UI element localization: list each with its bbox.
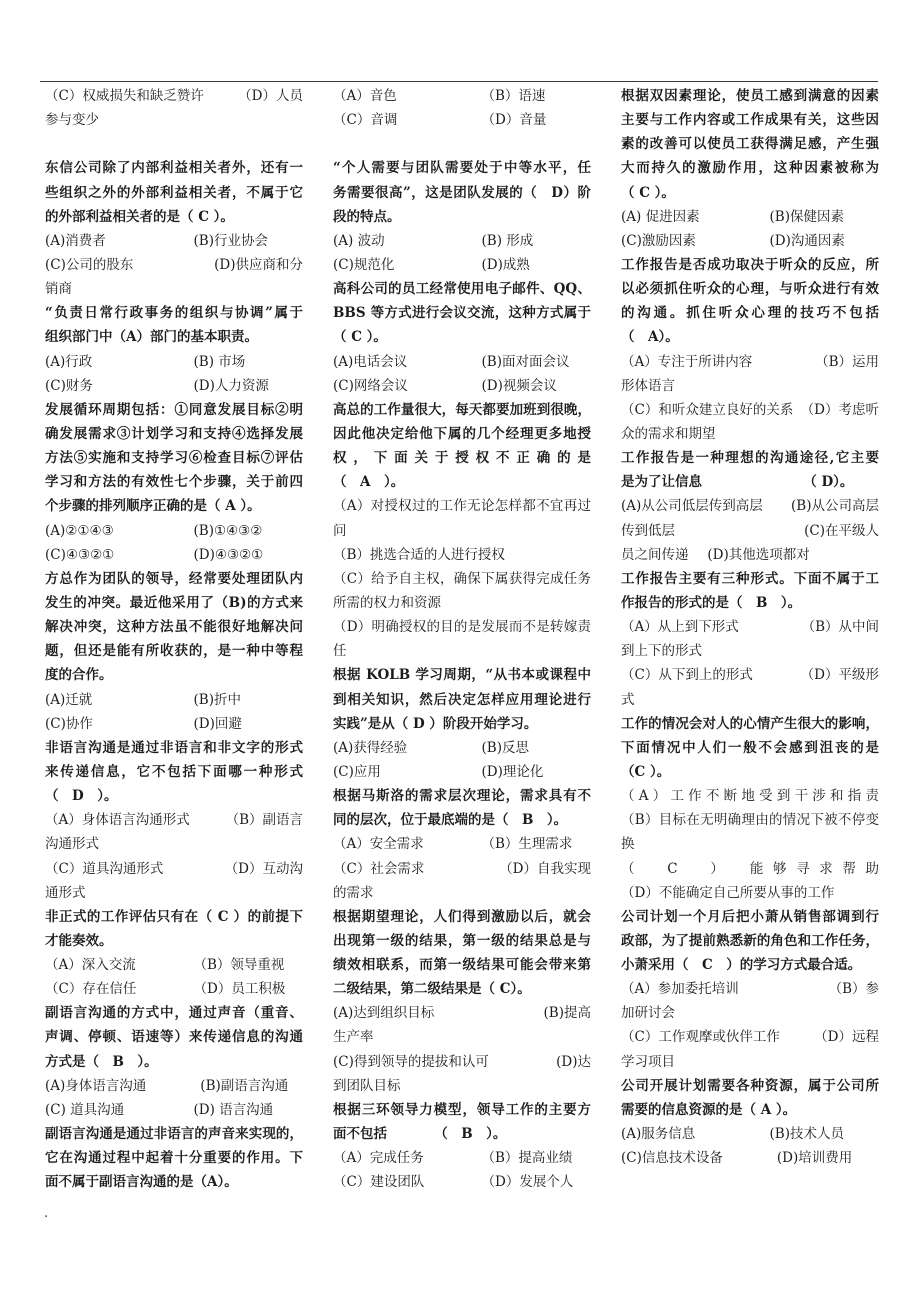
question [333,277,591,398]
question-stem-line: 非语言沟通是通过非语言和非文字的形式 [45,739,303,756]
question-column-middle [333,84,591,1284]
option-text: （D）互动沟 [224,860,303,877]
option-row [333,832,591,856]
question-stem-line: 务需要很高”，这是团队发展的（ D）阶 [333,184,591,201]
option-line: 换 [621,836,635,853]
option-row [621,494,879,518]
option-text: （A）参加委托培训 [621,981,739,998]
question-stem-line: 素的改善可以使员工获得满足感，产生强 [621,136,879,153]
question-stem-line: 绩效相联系，而第一级结果可能会带来第 [333,957,591,974]
option-row [333,229,591,253]
option-text: （A）专注于所讲内容 [621,353,753,370]
question-stem-line: （ A）。 [621,329,679,346]
question-stem-line: 根据期望理论，人们得到激励以后，就会 [333,908,591,925]
option-text: （D）员工积极 [193,981,286,998]
option-row [333,1050,591,1074]
question [621,84,879,253]
question-stem-line: 作报告的形式的是（ B ）。 [621,594,802,611]
option-row [45,1098,303,1122]
option-row [333,736,591,760]
option-text: （D）音量 [481,112,547,129]
question [45,398,303,567]
question-stem-line: 高科公司的员工经常使用电子邮件、QQ、 [333,281,591,298]
option-text: (C)财务 [45,377,93,394]
option-line: 的需求 [333,884,374,901]
spacer-line [333,132,591,156]
question-stem-line: 根据双因素理论，使员工感到满意的因素 [621,88,879,104]
question-stem-line: 高总的工作量很大，每天都要加班到很晚， [333,401,591,418]
option-text: (A)身体语言沟通 [45,1077,147,1094]
question-stem-line: 段的特点。 [333,208,401,225]
question-stem-line: 工作报告主要有三种形式。下面不属于工 [621,570,879,587]
question-stem-line: （ C ）。 [333,329,387,346]
option-row [333,84,591,108]
option-row [333,760,591,784]
option-text: （B）语速 [481,88,546,104]
question-stem-line: 政部，为了提前熟悉新的角色和工作任务， [621,932,879,949]
option-text: (C)信息技术设备 [621,1150,723,1167]
option-row [45,688,303,712]
question-stem-line: 根据三环领导力模型，领导工作的主要方 [333,1101,591,1118]
option-text: （D）发展个人 [481,1174,574,1191]
option-row [333,350,591,374]
option-text: （B）运用 [815,353,879,370]
option-text: （A）音色 [333,88,397,104]
question-stem-line: 根据马斯洛的需求层次理论，需求具有不 [333,788,591,805]
question-stem-line: “负责日常行政事务的组织与协调”属于 [45,305,303,322]
question [333,84,591,156]
option-text: (B)从公司高层 [791,498,879,515]
option-line: 加研讨会 [621,1005,675,1022]
option-text: (A)迁就 [45,691,93,708]
option-text: (D)供应商和分 [214,256,303,273]
option-text: (C)协作 [45,715,93,732]
option-row [621,398,879,422]
option-line: （C）给予自主权，确保下属获得完成任务 [333,570,591,587]
question [333,398,591,664]
question-stem-line: 方式是（ B ）。 [45,1053,158,1070]
question-stem-line: 到相关知识，然后决定怎样应用理论进行 [333,691,591,708]
option-line: （D）不能确定自己所要从事的工作 [621,884,835,901]
option-text: 员之间传递 [621,546,689,563]
option-text: (C)在平级人 [804,522,879,539]
option-text: (C)规范化 [333,256,395,273]
option-text: (A)电话会议 [333,353,408,370]
option-text: (B)保健因素 [769,208,844,225]
option-row [621,519,879,543]
question-stem-line: （ C ）。 [621,184,675,201]
question [621,253,879,446]
option-text: （B）提高业绩 [481,1150,573,1167]
option-row [45,253,303,277]
question-stem-line: 主要与工作内容或工作成果有关，这些因 [621,112,879,129]
question-stem-line: 方总作为团队的领导，经常要处理团队内 [45,570,303,587]
question-stem-line: 东信公司除了内部利益相关者外，还有一 [45,160,303,177]
question [45,567,303,736]
option-line: 通形式 [45,884,86,901]
option-row [45,712,303,736]
option-text: (B)面对面会议 [481,353,570,370]
option-text: (C) 道具沟通 [45,1101,125,1118]
question-stem-line: 根据 KOLB 学习周期，“从书本或课程中 [333,667,591,684]
option-text: (A)②①④③ [45,522,114,539]
option-line: 到团队目标 [333,1077,401,1094]
option-text: (B)技术人员 [769,1126,844,1143]
option-text: (B) 市场 [193,353,246,370]
option-text: (D)培训费用 [776,1150,853,1167]
option-text: (C)网络会议 [333,377,408,394]
option-text: （A）安全需求 [333,836,424,853]
option-text: （C）音调 [333,112,398,129]
option-row [621,1025,879,1049]
option-text: （C）工作观摩或伙伴工作 [621,1029,780,1046]
question-stem-line: 出现第一级的结果，第一级的结果总是与 [333,932,591,949]
header-rule [40,81,878,82]
option-line: 问 [333,522,347,539]
option-text: (B)折中 [193,691,241,708]
option-row [621,205,879,229]
question-stem-line: 副语言沟通是通过非语言的声音来实现的， [45,1126,303,1143]
option-text: （B）参 [828,981,879,998]
option-row [333,857,591,881]
option-text: （C）社会需求 [333,860,425,877]
question [621,446,879,567]
question-stem-line: 解决冲突，这种方法虽不能很好地解决问 [45,619,303,636]
question-stem-line: 同的层次，位于最底端的是（ B ）。 [333,812,568,829]
option-row [45,374,303,398]
question-stem-line: 确发展需求③计划学习和支持④选择发展 [45,425,303,442]
option-line: 任 [333,643,347,660]
option-text: (C)④③②① [45,546,115,563]
option-row [45,519,303,543]
question [45,736,303,905]
question [333,905,591,1098]
option-row [333,1170,591,1194]
question-stem-line: （C ）。 [621,763,671,780]
question-stem-line: 以必须抓住听众的心理，与听众进行有效 [621,281,879,298]
option-text: (B)副语言沟通 [200,1077,289,1094]
question-stem-line: 需要的信息资源的是（ A ）。 [621,1101,797,1118]
question-stem-line: 公司计划一个月后把小萧从销售部调到行 [621,908,879,925]
option-line: （A）对授权过的工作无论怎样都不宜再过 [333,498,591,515]
option-text: （C）存在信任 [45,981,137,998]
option-row [333,1146,591,1170]
question-stem-line: 因此他决定给他下属的几个经理更多地授 [333,425,591,442]
option-text: （B）副语言 [225,812,303,829]
option-text: （D）考虑听 [800,401,879,418]
question [333,156,591,277]
question-stem-line: BBS 等方式进行会议交流，这种方式属于 [333,305,591,322]
option-text: (C)公司的股东 [45,256,134,273]
option-text: （C）道具沟通形式 [45,860,164,877]
question-stem-line: 工作的情况会对人的心情产生很大的影响， [621,715,879,732]
question-stem-line: 小萧采用（ C ）的学习方式最合适。 [621,957,862,974]
question-stem-line: 方法⑤实施和支持学习⑥检查目标⑦评估 [45,450,303,467]
question [333,1098,591,1195]
option-text: (D)达 [556,1053,591,1070]
option-text: (D)理论化 [481,763,544,780]
option-text: (B) 形成 [481,232,534,249]
option-text: (C)应用 [333,763,381,780]
option-row [621,615,879,639]
option-text: (C)激励因素 [621,232,696,249]
question-stem-line: 题，但还是能有所收获的，是一种中等程 [45,643,303,660]
option-line: 学习项目 [621,1053,675,1070]
option-text: （A）深入交流 [45,957,136,974]
question-stem-line: 个步骤的排列顺序正确的是（ A ）。 [45,498,261,515]
question [45,156,303,301]
option-row [45,953,303,977]
option-row [621,663,879,687]
option-text: （B）生理需求 [481,836,573,853]
option-text: (B)反思 [481,739,529,756]
option-row [45,543,303,567]
question [621,712,879,905]
option-line: （B）挑选合适的人进行授权 [333,546,505,563]
question-stem-line: 二级结果，第二级结果是（ C）。 [333,981,531,998]
option-row [45,1074,303,1098]
option-line: 形体语言 [621,377,675,394]
option-text: （C）和听众建立良好的关系 [621,401,794,418]
question [45,301,303,398]
question-stem-line: 的沟通。抓住听众心理的技巧不包括 [621,305,879,322]
option-text: （A）从上到下形式 [621,619,739,636]
option-text: (A)获得经验 [333,739,408,756]
option-text: (A)行政 [45,353,93,370]
option-text: （A）身体语言沟通形式 [45,812,190,829]
option-row [45,229,303,253]
option-text: (A)消费者 [45,232,106,249]
option-row [621,350,879,374]
option-text: (D)其他选项都对 [707,546,810,563]
option-row [45,350,303,374]
question-stem-line: 副语言沟通的方式中，通过声音（重音、 [45,1005,303,1022]
option-text: （C）从下到上的形式 [621,667,753,684]
option-row [45,808,303,832]
question-stem-line: 度的合作。 [45,667,113,684]
option-text: （C）权威损失和缺乏赞许 [45,88,204,104]
option-row [45,857,303,881]
option-text: （B）领导重视 [193,957,285,974]
option-text: (C)得到领导的提拔和认可 [333,1053,489,1070]
option-line: 众的需求和期望 [621,425,716,442]
option-line: 销商 [45,281,72,298]
question-stem-line: 下面情况中人们一般不会感到沮丧的是 [621,739,879,756]
option-row [621,1122,879,1146]
question-stem-line: 学习和方法的有效性七个步骤，关于前四 [45,474,303,491]
option-line: （A）工作不断地受到干涉和指责 [621,788,879,805]
option-line: 参与变少 [45,112,99,129]
question [45,1001,303,1122]
option-text: 传到低层 [621,522,675,539]
question-stem-line: 些组织之外的外部利益相关者，不属于它 [45,184,303,201]
question-column-right [621,84,879,1284]
option-row [333,108,591,132]
question-stem-line: 是为了让信息 （ D）。 [621,474,854,491]
option-text: (D)回避 [193,715,242,732]
question-stem-line: 公司开展计划需要各种资源，属于公司所 [621,1077,879,1094]
option-line: 所需的权力和资源 [333,594,441,611]
question-stem-line: 发生的冲突。最近他采用了（B)的方式来 [45,594,303,611]
question-stem-line: 它在沟通过程中起着十分重要的作用。下 [45,1150,303,1167]
option-text: (D)成熟 [481,256,530,273]
option-row [621,229,879,253]
option-row [621,977,879,1001]
spacer-line [45,132,303,156]
option-text: (A)服务信息 [621,1126,696,1143]
option-row [333,374,591,398]
option-row [621,1146,879,1170]
option-text: （A）完成任务 [333,1150,424,1167]
question-stem-line: 非正式的工作评估只有在（ C ）的前提下 [45,908,303,925]
option-row [45,977,303,1001]
option-line: （ C ） 能够寻求帮助 [621,860,879,877]
question [45,84,303,156]
question-column-left [45,84,303,1284]
option-line: （B）目标在无明确理由的情况下被不停变 [621,812,879,829]
option-line: 生产率 [333,1029,374,1046]
question [621,905,879,1074]
question-stem-line: 工作报告是否成功取决于听众的反应，所 [621,256,879,273]
option-text: (A) 波动 [333,232,385,249]
option-row [45,84,303,108]
question-stem-line: （ A ）。 [333,474,405,491]
question-stem-line: 实践”是从（ D ）阶段开始学习。 [333,715,538,732]
question [621,1074,879,1171]
option-text: （D）平级形 [800,667,879,684]
option-row [333,1001,591,1025]
option-line: 式 [621,691,635,708]
option-line: 到上下的形式 [621,643,702,660]
question-stem-line: 才能奏效。 [45,932,113,949]
option-text: (B)①④③② [193,522,263,539]
question-stem-line: 大而持久的激励作用，这种因素被称为 [621,160,879,177]
option-text: (D) 语言沟通 [193,1101,274,1118]
question-stem-line: 声调、停顿、语速等）来传递信息的沟通 [45,1029,303,1046]
option-line: （D）明确授权的目的是发展而不是转嫁责 [333,619,591,636]
question [45,1122,303,1194]
option-text: (B)提高 [543,1005,591,1022]
option-text: (A) 促进因素 [621,208,700,225]
question-stem-line: 组织部门中（A）部门的基本职责。 [45,329,258,346]
question-stem-line: 发展循环周期包括：①同意发展目标②明 [45,401,303,418]
option-line: 沟通形式 [45,836,99,853]
question-stem-line: 面不包括 （ B ）。 [333,1126,507,1143]
option-row [621,543,879,567]
question [45,905,303,1002]
question-stem-line: （ D ）。 [45,788,118,805]
option-text: (D)④③②① [193,546,264,563]
question [621,567,879,712]
option-text: （D）自我实现 [499,860,591,877]
option-text: （D）远程 [814,1029,879,1046]
question-stem-line: 权，下面关于授权不正确的是 [333,450,591,467]
option-text: （B）从中间 [801,619,879,636]
question-stem-line: 面不属于副语言沟通的是（A）。 [45,1174,238,1191]
option-text: (A)从公司低层传到高层 [621,498,763,515]
option-text: (B)行业协会 [193,232,268,249]
option-text: (A)达到组织目标 [333,1005,435,1022]
question-stem-line: 工作报告是一种理想的沟通途径,它主要 [621,450,879,467]
option-text: （C）建设团队 [333,1174,425,1191]
option-row [333,253,591,277]
page-mark: . [44,1206,49,1221]
question-stem-line: 的外部利益相关者的是（ C ）。 [45,208,234,225]
question [333,784,591,905]
option-text: (D)视频会议 [481,377,557,394]
question-stem-line: “个人需要与团队需要处于中等水平，任 [333,160,591,177]
option-text: (D)沟通因素 [769,232,845,249]
question-stem-line: 来传递信息，它不包括下面哪一种形式 [45,763,303,780]
question [333,663,591,784]
option-text: (D)人力资源 [193,377,269,394]
option-text: （D）人员 [238,88,303,104]
